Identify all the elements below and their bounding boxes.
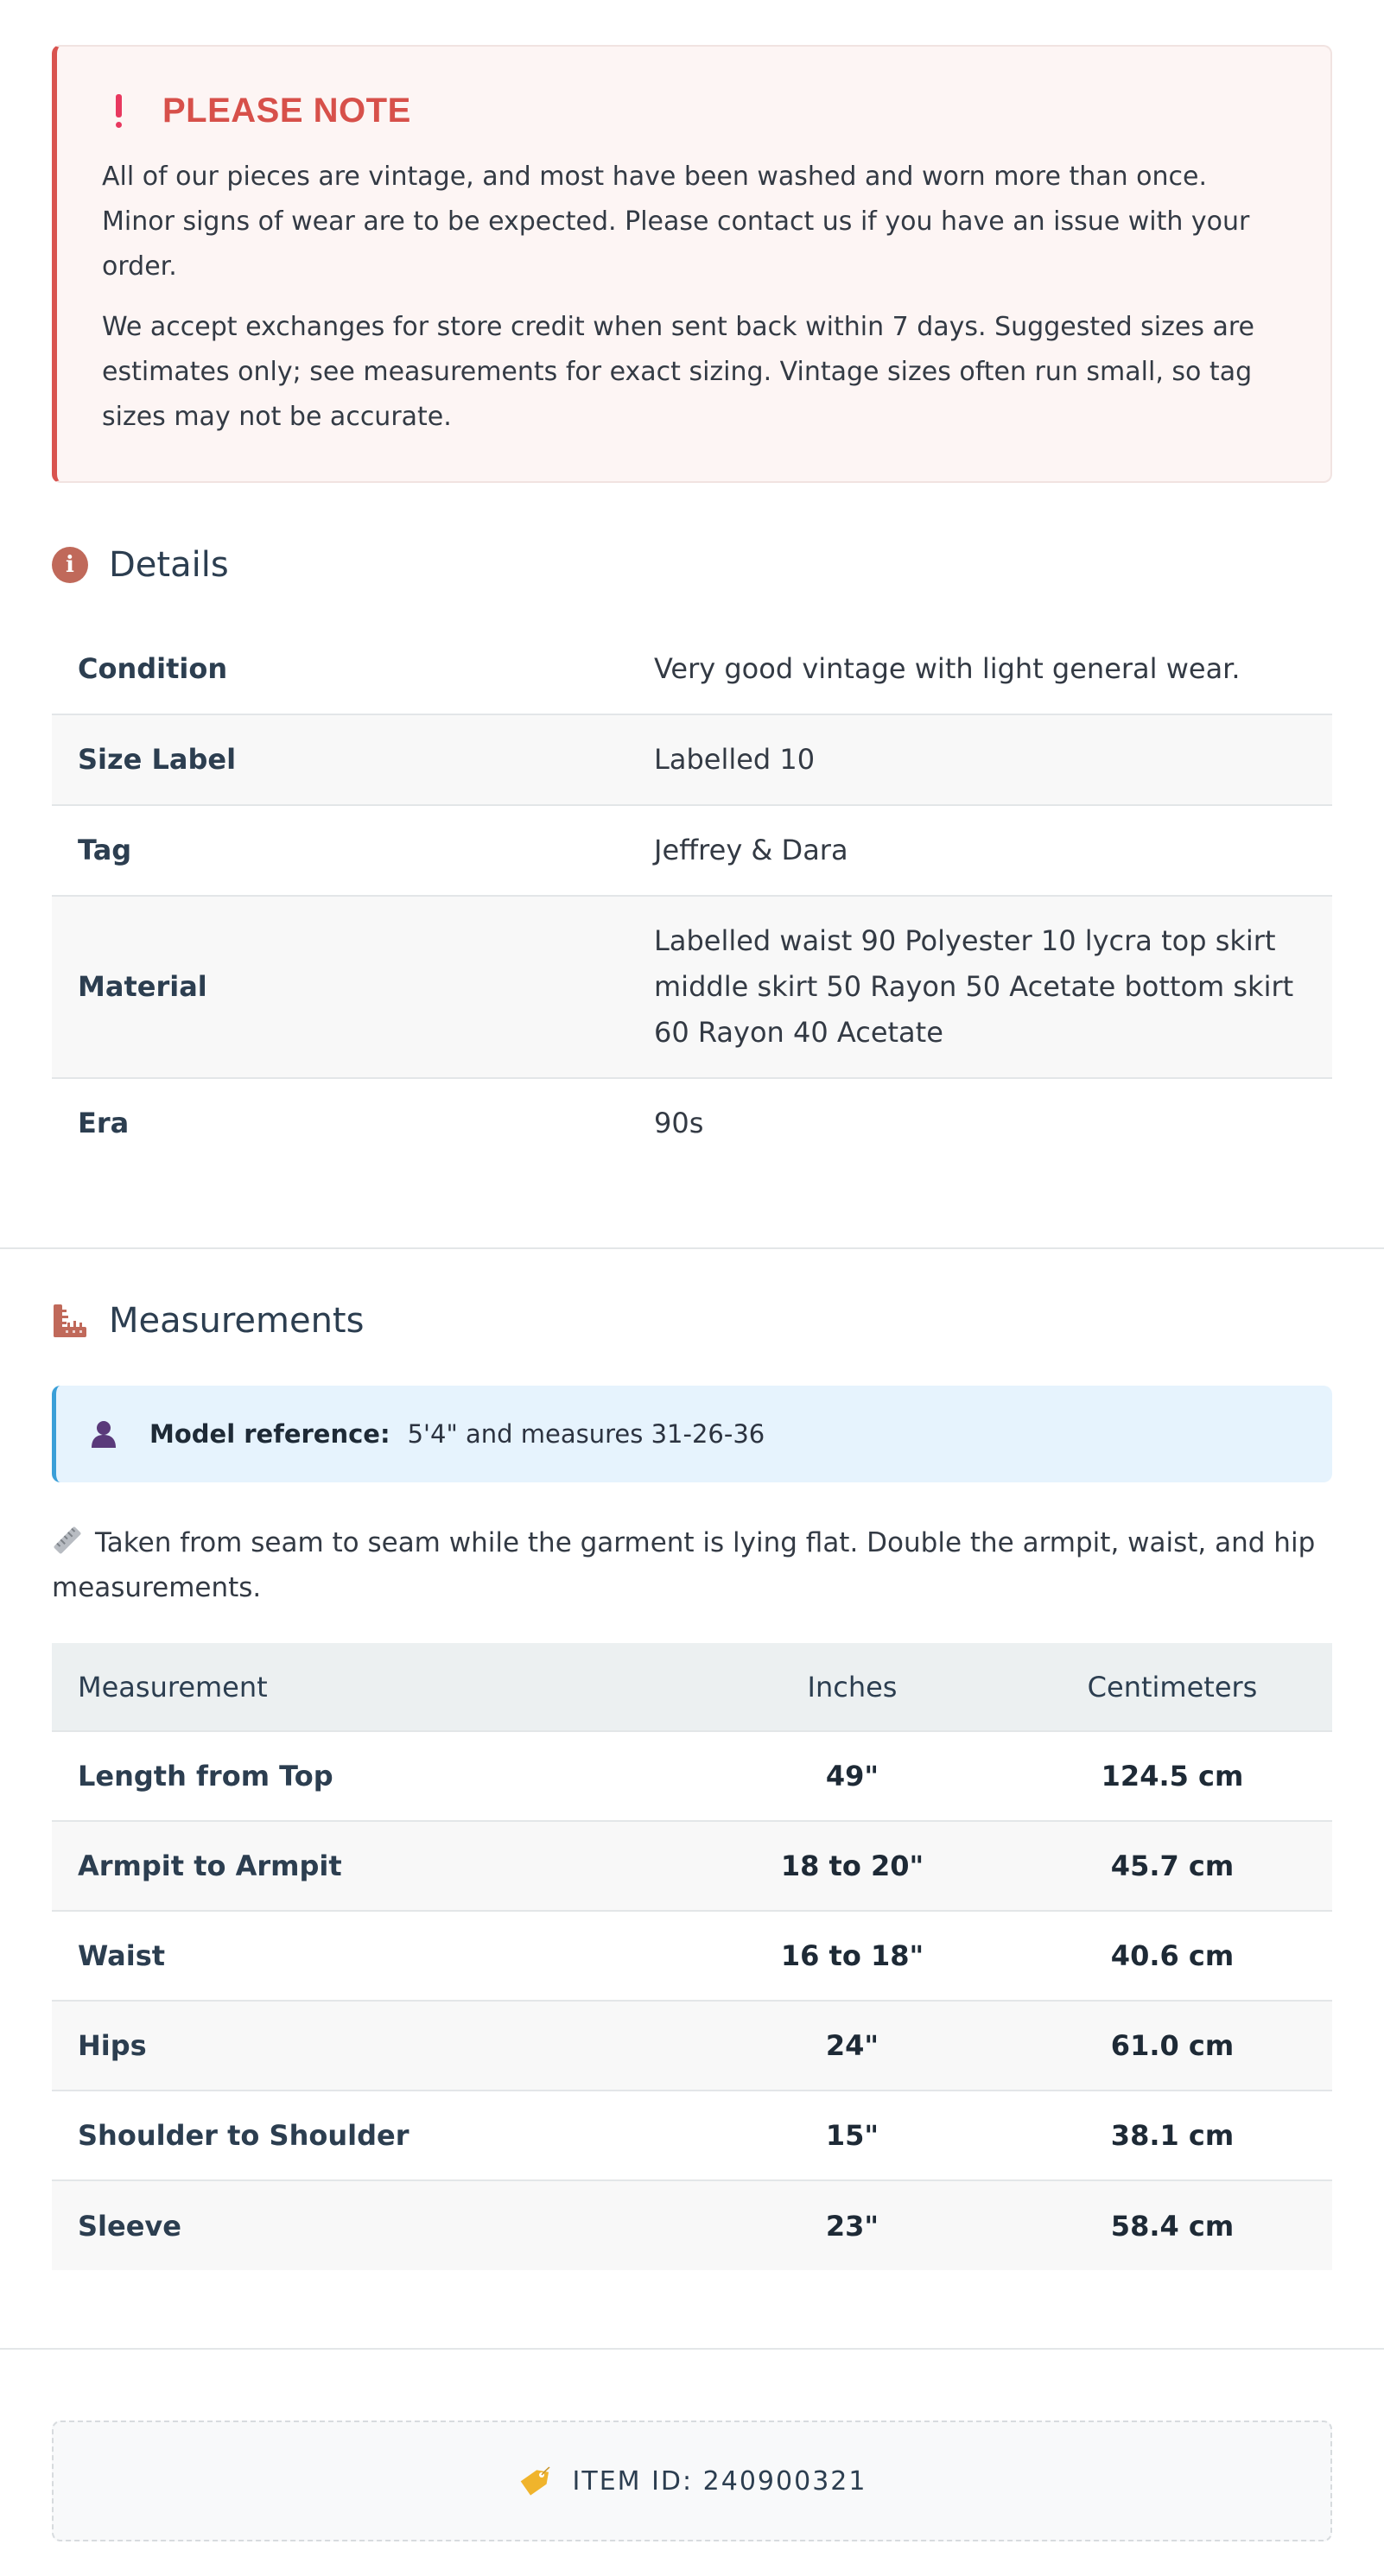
details-row xyxy=(52,714,1332,805)
details-row xyxy=(52,896,1332,1078)
measurement-cm: 45.7 cm xyxy=(1110,1850,1235,1882)
details-value: Very good vintage with light general wear. xyxy=(654,652,1241,685)
column-header-inches: Inches xyxy=(807,1670,898,1704)
ruler-icon xyxy=(52,1303,88,1339)
table-row xyxy=(52,1911,1332,2001)
details-value: Labelled 10 xyxy=(654,743,816,776)
measurement-name: Length from Top xyxy=(78,1760,333,1792)
details-label: Condition xyxy=(78,652,228,685)
details-row xyxy=(52,805,1332,896)
details-label: Size Label xyxy=(78,743,237,776)
measurements-header xyxy=(52,1301,1332,1341)
details-value: Labelled waist 90 Polyester 10 lycra top skirt middle skirt 50 Rayon 50 Acetate bottom skirt 60 Rayon 40 Acetate xyxy=(654,924,1294,1049)
measurement-name: Hips xyxy=(78,2029,147,2062)
notice-header xyxy=(102,92,1284,130)
measurements-heading: Measurements xyxy=(109,1301,365,1341)
details-heading: Details xyxy=(109,545,229,585)
notice-paragraph-exchanges: We accept exchanges for store credit when sent back within 7 days. Suggested sizes are estimates only; see measurements for exact sizing. Vintage sizes often run small, so tag sizes may not be accurate. xyxy=(102,312,1255,432)
measurements-header-row xyxy=(52,1643,1332,1731)
measurement-name: Armpit to Armpit xyxy=(78,1850,342,1882)
details-label: Material xyxy=(78,970,207,1003)
measurements-table xyxy=(52,1643,1332,2270)
item-id: ITEM ID: 240900321 xyxy=(572,2465,867,2497)
measurement-note-text: Taken from seam to seam while the garment is lying flat. Double the armpit, waist, and hip measurements. xyxy=(52,1527,1316,1603)
model-reference-label: Model reference: xyxy=(149,1419,390,1449)
tag-icon xyxy=(517,2465,550,2497)
details-row xyxy=(52,625,1332,714)
exclamation-icon xyxy=(114,94,123,128)
measurement-inches: 18 to 20" xyxy=(780,1850,924,1882)
table-row xyxy=(52,2001,1332,2091)
pencil-icon xyxy=(52,1525,83,1556)
item-id-box xyxy=(52,2421,1332,2541)
measurement-note xyxy=(52,1520,1332,1610)
measurement-name: Shoulder to Shoulder xyxy=(78,2119,409,2152)
model-reference-box xyxy=(52,1386,1332,1482)
details-table xyxy=(52,625,1332,1168)
measurement-cm: 40.6 cm xyxy=(1110,1939,1235,1972)
table-row xyxy=(52,2091,1332,2180)
measurement-cm: 61.0 cm xyxy=(1110,2029,1235,2062)
table-row xyxy=(52,2180,1332,2270)
table-row xyxy=(52,1821,1332,1911)
column-header-measurement: Measurement xyxy=(78,1670,268,1704)
person-icon xyxy=(89,1419,118,1449)
notice-box xyxy=(52,45,1332,483)
details-label: Era xyxy=(78,1107,130,1139)
notice-paragraph-wear: All of our pieces are vintage, and most have been washed and worn more than once. Minor signs of wear are to be expected. Please contact us if you have an issue with your order. xyxy=(102,162,1250,282)
info-icon: i xyxy=(52,547,88,583)
measurement-inches: 15" xyxy=(825,2119,879,2152)
model-reference-value: 5'4" and measures 31-26-36 xyxy=(407,1419,765,1449)
measurement-inches: 16 to 18" xyxy=(780,1939,924,1972)
details-header xyxy=(52,545,1332,585)
measurement-inches: 24" xyxy=(825,2029,879,2062)
column-header-centimeters: Centimeters xyxy=(1087,1670,1258,1704)
notice-title: PLEASE NOTE xyxy=(162,92,411,130)
table-row xyxy=(52,1731,1332,1821)
measurements-section xyxy=(0,1249,1384,2270)
section-divider xyxy=(0,2348,1384,2350)
measurement-inches: 23" xyxy=(825,2209,879,2243)
page-content xyxy=(0,0,1384,1168)
measurement-name: Sleeve xyxy=(78,2209,181,2243)
details-value: Jeffrey & Dara xyxy=(654,834,848,866)
measurement-cm: 58.4 cm xyxy=(1110,2209,1235,2243)
details-row xyxy=(52,1078,1332,1168)
measurement-cm: 124.5 cm xyxy=(1101,1760,1244,1792)
measurement-inches: 49" xyxy=(825,1760,879,1792)
measurement-name: Waist xyxy=(78,1939,166,1972)
measurement-cm: 38.1 cm xyxy=(1110,2119,1235,2152)
item-section xyxy=(0,2421,1384,2541)
details-label: Tag xyxy=(78,834,132,866)
details-value: 90s xyxy=(654,1107,704,1139)
